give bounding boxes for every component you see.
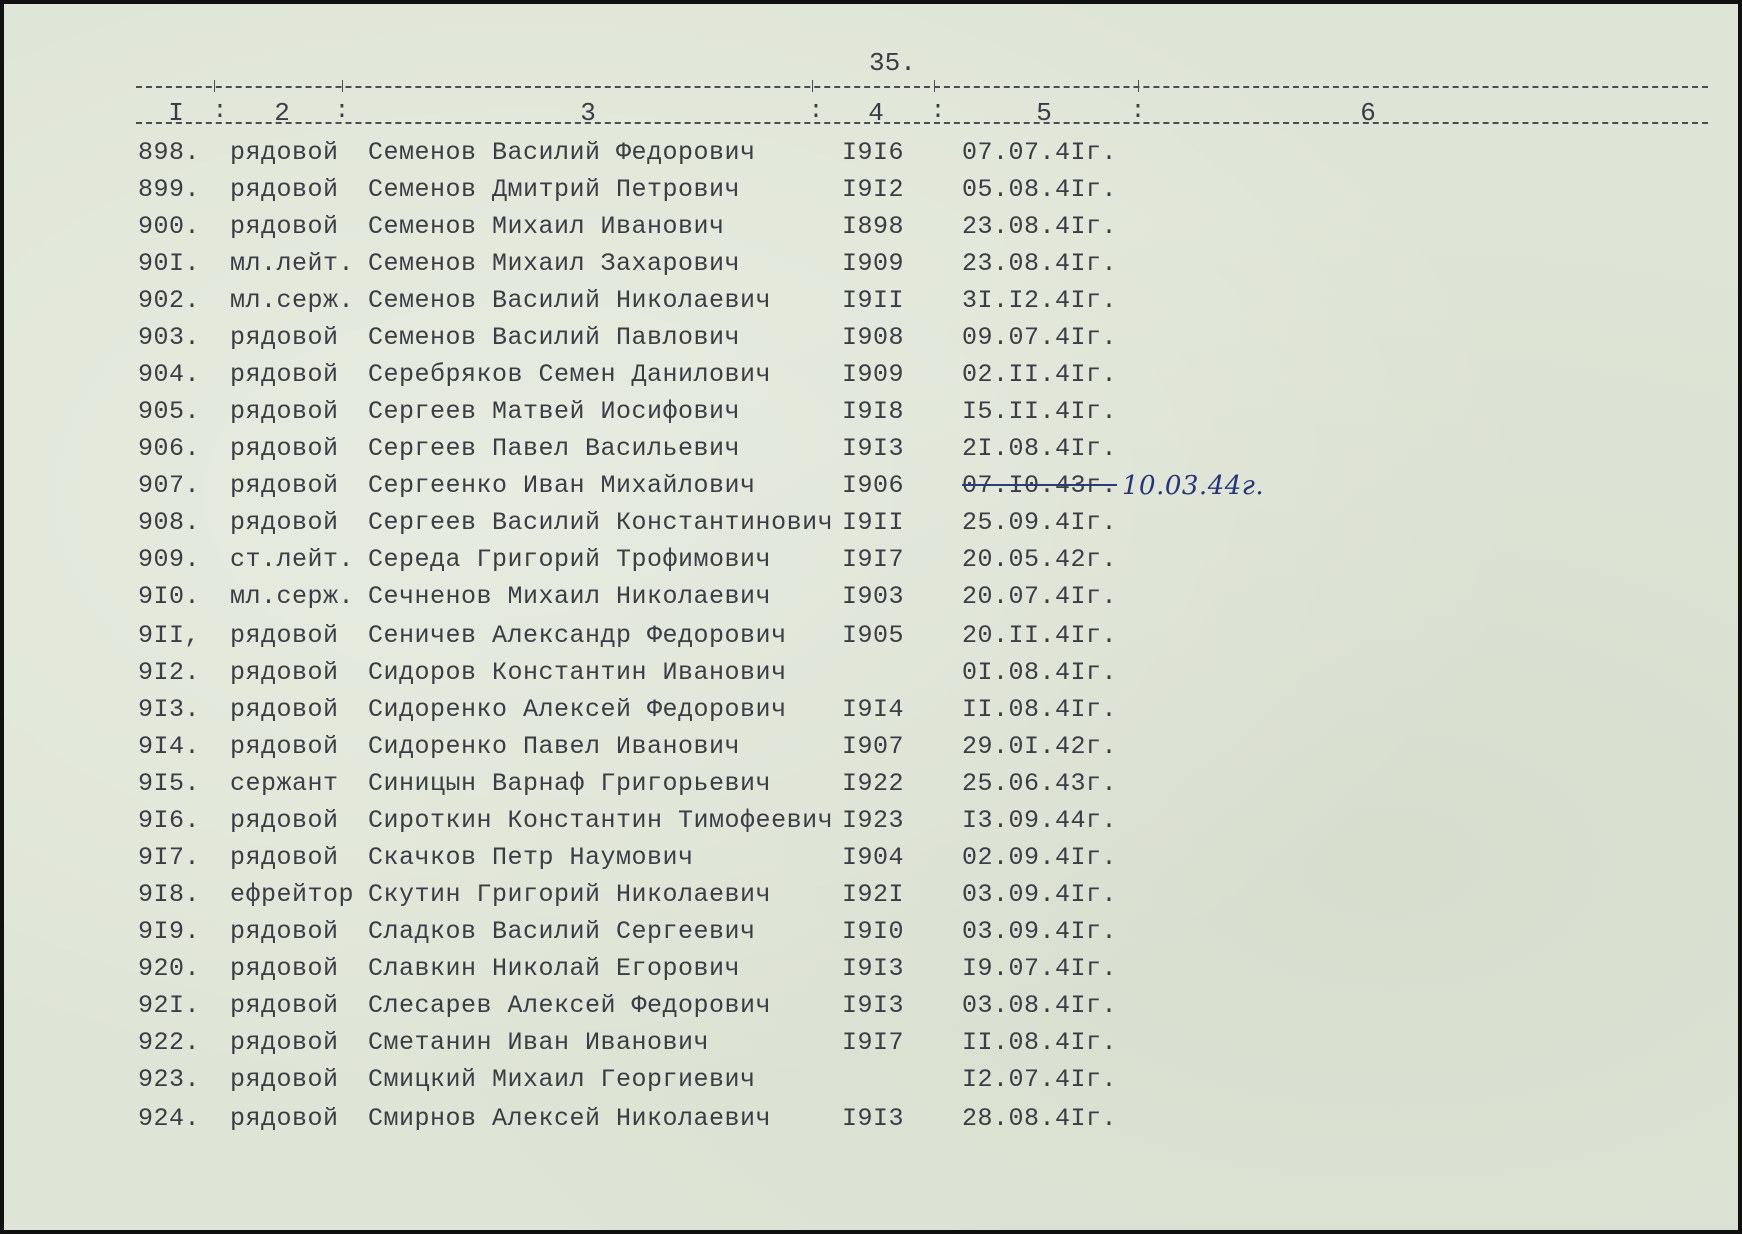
row-birth-year: I92I	[842, 880, 905, 909]
row-rank: рядовой	[230, 954, 339, 983]
row-birth-year: I9I7	[842, 1028, 905, 1057]
row-number: 909.	[138, 545, 201, 574]
row-name: Смирнов Алексей Николаевич	[368, 1104, 772, 1133]
table-row	[4, 582, 1738, 616]
row-date-struck: 07.I0.43г.	[962, 471, 1118, 500]
row-number: 923.	[138, 1065, 201, 1094]
page-number: 35.	[869, 48, 916, 78]
header-tick	[1138, 80, 1139, 92]
row-date: I3.09.44г.	[962, 806, 1118, 835]
row-rank: рядовой	[230, 843, 339, 872]
row-rank: рядовой	[230, 360, 339, 389]
row-name: Семенов Василий Николаевич	[368, 286, 772, 315]
column-header-4: 4	[868, 98, 884, 128]
row-number: 898.	[138, 138, 201, 167]
column-separator: :	[930, 98, 946, 125]
column-separator: :	[212, 98, 228, 125]
row-rank: сержант	[230, 769, 339, 798]
row-number: 90I.	[138, 249, 201, 278]
header-rule-bottom	[136, 122, 1708, 124]
row-name: Серебряков Семен Данилович	[368, 360, 772, 389]
row-birth-year: I906	[842, 471, 905, 500]
row-date: 05.08.4Iг.	[962, 175, 1118, 204]
row-number: 903.	[138, 323, 201, 352]
column-separator: :	[334, 98, 350, 125]
table-row	[4, 471, 1738, 505]
row-rank: рядовой	[230, 991, 339, 1020]
row-rank: мл.серж.	[230, 582, 355, 611]
row-name: Сергеев Павел Васильевич	[368, 434, 741, 463]
row-date: 20.07.4Iг.	[962, 582, 1118, 611]
header-tick	[342, 80, 343, 92]
table-row	[4, 323, 1738, 357]
row-birth-year: I9I8	[842, 397, 905, 426]
row-name: Сеничев Александр Федорович	[368, 621, 787, 650]
row-rank: рядовой	[230, 621, 339, 650]
row-number: 900.	[138, 212, 201, 241]
row-rank: рядовой	[230, 1065, 339, 1094]
table-row	[4, 843, 1738, 877]
row-birth-year: I909	[842, 249, 905, 278]
row-date: 2I.08.4Iг.	[962, 434, 1118, 463]
row-number: 899.	[138, 175, 201, 204]
row-number: 902.	[138, 286, 201, 315]
row-rank: ст.лейт.	[230, 545, 355, 574]
row-birth-year: I9I7	[842, 545, 905, 574]
row-number: 9I2.	[138, 658, 201, 687]
row-date: 20.05.42г.	[962, 545, 1118, 574]
row-date: 09.07.4Iг.	[962, 323, 1118, 352]
document-sheet	[4, 4, 1738, 1230]
row-birth-year: I905	[842, 621, 905, 650]
row-date: 03.08.4Iг.	[962, 991, 1118, 1020]
row-rank: рядовой	[230, 508, 339, 537]
row-rank: рядовой	[230, 695, 339, 724]
row-date: 23.08.4Iг.	[962, 249, 1118, 278]
table-row	[4, 917, 1738, 951]
table-row	[4, 991, 1738, 1025]
row-birth-year: I909	[842, 360, 905, 389]
header-tick	[214, 80, 215, 92]
table-row	[4, 806, 1738, 840]
row-name: Синицын Варнаф Григорьевич	[368, 769, 772, 798]
row-number: 9I4.	[138, 732, 201, 761]
handwritten-correction: 10.03.44г.	[1122, 471, 1265, 501]
row-rank: рядовой	[230, 471, 339, 500]
row-rank: мл.серж.	[230, 286, 355, 315]
row-rank: рядовой	[230, 658, 339, 687]
table-row	[4, 360, 1738, 394]
row-date: 25.06.43г.	[962, 769, 1118, 798]
column-header-1: I	[168, 98, 184, 128]
row-rank: рядовой	[230, 138, 339, 167]
row-rank: рядовой	[230, 732, 339, 761]
table-row	[4, 658, 1738, 692]
row-name: Смицкий Михаил Георгиевич	[368, 1065, 756, 1094]
row-rank: рядовой	[230, 175, 339, 204]
row-name: Семенов Дмитрий Петрович	[368, 175, 741, 204]
table-row	[4, 880, 1738, 914]
column-header-3: 3	[580, 98, 596, 128]
row-name: Славкин Николай Егорович	[368, 954, 741, 983]
row-rank: рядовой	[230, 1104, 339, 1133]
column-separator: :	[808, 98, 824, 125]
row-rank: рядовой	[230, 434, 339, 463]
table-row	[4, 695, 1738, 729]
row-name: Сергеев Василий Константинович	[368, 508, 834, 537]
row-birth-year: I898	[842, 212, 905, 241]
row-rank: мл.лейт.	[230, 249, 355, 278]
row-number: 9II,	[138, 621, 201, 650]
column-header-5: 5	[1036, 98, 1052, 128]
row-name: Сладков Василий Сергеевич	[368, 917, 756, 946]
row-rank: рядовой	[230, 1028, 339, 1057]
row-birth-year: I9I3	[842, 954, 905, 983]
row-number: 905.	[138, 397, 201, 426]
row-name: Сметанин Иван Иванович	[368, 1028, 710, 1057]
table-row	[4, 175, 1738, 209]
row-name: Сироткин Константин Тимофеевич	[368, 806, 834, 835]
row-number: 9I0.	[138, 582, 201, 611]
row-number: 904.	[138, 360, 201, 389]
row-date: 3I.I2.4Iг.	[962, 286, 1118, 315]
row-date: I5.II.4Iг.	[962, 397, 1118, 426]
row-number: 9I9.	[138, 917, 201, 946]
table-row	[4, 434, 1738, 468]
row-birth-year: I907	[842, 732, 905, 761]
row-name: Скачков Петр Наумович	[368, 843, 694, 872]
row-date: 03.09.4Iг.	[962, 880, 1118, 909]
row-birth-year: I9I3	[842, 991, 905, 1020]
column-separator: :	[1130, 98, 1146, 125]
row-number: 9I7.	[138, 843, 201, 872]
table-row	[4, 769, 1738, 803]
column-header-2: 2	[274, 98, 290, 128]
row-birth-year: I9I3	[842, 434, 905, 463]
row-name: Семенов Михаил Иванович	[368, 212, 725, 241]
row-name: Сергеенко Иван Михайлович	[368, 471, 756, 500]
row-number: 92I.	[138, 991, 201, 1020]
row-name: Сидоренко Павел Иванович	[368, 732, 741, 761]
row-birth-year: I9I2	[842, 175, 905, 204]
row-rank: рядовой	[230, 212, 339, 241]
row-number: 908.	[138, 508, 201, 537]
row-name: Слесарев Алексей Федорович	[368, 991, 772, 1020]
row-date: 07.07.4Iг.	[962, 138, 1118, 167]
table-row	[4, 212, 1738, 246]
row-name: Семенов Михаил Захарович	[368, 249, 741, 278]
row-birth-year: I9I4	[842, 695, 905, 724]
row-name: Скутин Григорий Николаевич	[368, 880, 772, 909]
row-number: 906.	[138, 434, 201, 463]
row-rank: рядовой	[230, 397, 339, 426]
table-row	[4, 545, 1738, 579]
row-birth-year: I9II	[842, 286, 905, 315]
row-birth-year: I922	[842, 769, 905, 798]
row-number: 9I5.	[138, 769, 201, 798]
row-date: 0I.08.4Iг.	[962, 658, 1118, 687]
row-name: Сергеев Матвей Иосифович	[368, 397, 741, 426]
row-birth-year: I903	[842, 582, 905, 611]
header-rule-top	[136, 86, 1708, 88]
row-number: 907.	[138, 471, 201, 500]
row-date: 03.09.4Iг.	[962, 917, 1118, 946]
row-number: 9I3.	[138, 695, 201, 724]
row-name: Семенов Василий Федорович	[368, 138, 756, 167]
row-date: 02.09.4Iг.	[962, 843, 1118, 872]
row-name: Сидоренко Алексей Федорович	[368, 695, 787, 724]
row-birth-year: I9II	[842, 508, 905, 537]
row-date: 02.II.4Iг.	[962, 360, 1118, 389]
row-date: I2.07.4Iг.	[962, 1065, 1118, 1094]
row-date: 28.08.4Iг.	[962, 1104, 1118, 1133]
row-date: II.08.4Iг.	[962, 695, 1118, 724]
row-birth-year: I9I0	[842, 917, 905, 946]
table-row	[4, 621, 1738, 655]
row-name: Семенов Василий Павлович	[368, 323, 741, 352]
table-row	[4, 1065, 1738, 1099]
table-row	[4, 249, 1738, 283]
table-row	[4, 286, 1738, 320]
row-name: Сидоров Константин Иванович	[368, 658, 787, 687]
header-tick	[934, 80, 935, 92]
row-date: I9.07.4Iг.	[962, 954, 1118, 983]
row-name: Сечненов Михаил Николаевич	[368, 582, 772, 611]
row-birth-year: I923	[842, 806, 905, 835]
row-date: II.08.4Iг.	[962, 1028, 1118, 1057]
row-rank: рядовой	[230, 917, 339, 946]
row-number: 920.	[138, 954, 201, 983]
column-header-6: 6	[1360, 98, 1376, 128]
row-date: 20.II.4Iг.	[962, 621, 1118, 650]
table-row	[4, 138, 1738, 172]
row-date: 23.08.4Iг.	[962, 212, 1118, 241]
row-number: 9I6.	[138, 806, 201, 835]
row-date: 29.0I.42г.	[962, 732, 1118, 761]
table-row	[4, 508, 1738, 542]
table-row	[4, 397, 1738, 431]
table-row	[4, 1028, 1738, 1062]
row-name: Середа Григорий Трофимович	[368, 545, 772, 574]
row-number: 9I8.	[138, 880, 201, 909]
row-number: 924.	[138, 1104, 201, 1133]
row-birth-year: I908	[842, 323, 905, 352]
row-rank: рядовой	[230, 323, 339, 352]
row-birth-year: I9I3	[842, 1104, 905, 1133]
header-tick	[812, 80, 813, 92]
row-date: 25.09.4Iг.	[962, 508, 1118, 537]
row-rank: ефрейтор	[230, 880, 355, 909]
row-rank: рядовой	[230, 806, 339, 835]
row-birth-year: I9I6	[842, 138, 905, 167]
table-row	[4, 732, 1738, 766]
row-number: 922.	[138, 1028, 201, 1057]
table-row	[4, 954, 1738, 988]
row-birth-year: I904	[842, 843, 905, 872]
table-row	[4, 1104, 1738, 1138]
